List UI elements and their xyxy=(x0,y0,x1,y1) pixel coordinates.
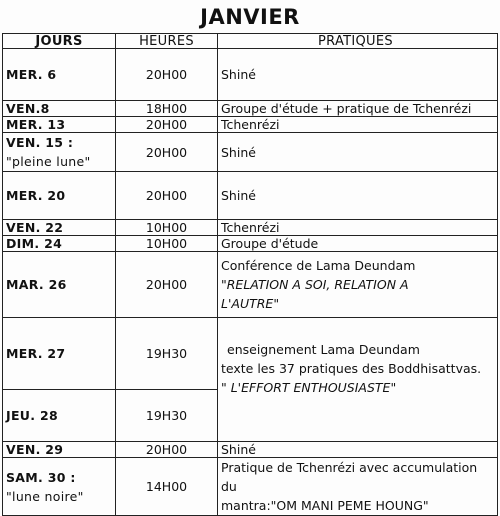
table-row xyxy=(3,117,498,133)
time-cell: 10H00 xyxy=(116,220,218,236)
table-row xyxy=(3,49,498,101)
table-row xyxy=(3,458,498,516)
practice-line: enseignement Lama Deundam xyxy=(227,342,420,357)
practice-line: Conférence de Lama Deundam xyxy=(221,258,416,273)
day-cell: MER. 13 xyxy=(3,117,116,133)
table-row xyxy=(3,318,498,390)
day-cell: MER. 6 xyxy=(3,49,116,101)
day-cell: JEU. 28 xyxy=(3,390,116,442)
practice-cell: Tchenrézi xyxy=(218,220,498,236)
header-days: JOURS xyxy=(3,34,116,49)
practice-cell xyxy=(218,318,498,442)
time-cell: 19H30 xyxy=(116,318,218,390)
table-row xyxy=(3,172,498,220)
day-cell xyxy=(3,458,116,516)
practice-cell xyxy=(218,252,498,318)
practice-cell: Groupe d'étude xyxy=(218,236,498,252)
practice-cell: Groupe d'étude + pratique de Tchenrézi xyxy=(218,101,498,117)
time-cell: 20H00 xyxy=(116,133,218,172)
practice-cell: Shiné xyxy=(218,133,498,172)
page-title: JANVIER xyxy=(200,5,300,29)
time-cell: 19H30 xyxy=(116,390,218,442)
day-cell: MER. 20 xyxy=(3,172,116,220)
table-header-row xyxy=(3,34,498,49)
time-cell: 20H00 xyxy=(116,117,218,133)
table-row xyxy=(3,252,498,318)
day-cell: MAR. 26 xyxy=(3,252,116,318)
table-row xyxy=(3,236,498,252)
practice-line: mantra:"OM MANI PEME HOUNG" xyxy=(221,498,429,513)
practice-line: texte les 37 pratiques des Boddhisattvas. xyxy=(221,361,482,376)
practice-cell: Shiné xyxy=(218,49,498,101)
day-cell: DIM. 24 xyxy=(3,236,116,252)
practice-line: " L'EFFORT ENTHOUSIASTE" xyxy=(221,380,397,395)
day-cell: MER. 27 xyxy=(3,318,116,390)
practice-cell: Shiné xyxy=(218,172,498,220)
time-cell: 20H00 xyxy=(116,252,218,318)
moon-note: "lune noire" xyxy=(6,488,84,504)
practice-cell xyxy=(218,458,498,516)
table-row xyxy=(3,101,498,117)
day-cell: VEN.8 xyxy=(3,101,116,117)
time-cell: 10H00 xyxy=(116,236,218,252)
time-cell: 20H00 xyxy=(116,172,218,220)
moon-note: "pleine lune" xyxy=(6,154,91,169)
time-cell: 20H00 xyxy=(116,49,218,101)
table-row xyxy=(3,133,498,172)
day-cell: VEN. 29 xyxy=(3,442,116,458)
time-cell: 18H00 xyxy=(116,101,218,117)
practice-line: Pratique de Tchenrézi avec accumulation du xyxy=(221,460,478,494)
table-row xyxy=(3,220,498,236)
day-label: SAM. 30 : xyxy=(6,469,76,485)
time-cell: 14H00 xyxy=(116,458,218,516)
day-cell: VEN. 22 xyxy=(3,220,116,236)
practice-line: "RELATION A SOI, RELATION A xyxy=(221,277,409,292)
schedule-table xyxy=(2,33,498,516)
time-cell: 20H00 xyxy=(116,442,218,458)
day-label: VEN. 15 : xyxy=(6,135,74,150)
practice-cell: Tchenrézi xyxy=(218,117,498,133)
table-row xyxy=(3,442,498,458)
practice-line: L'AUTRE" xyxy=(221,296,280,311)
day-cell xyxy=(3,133,116,172)
header-practices: PRATIQUES xyxy=(218,34,498,49)
practice-cell: Shiné xyxy=(218,442,498,458)
header-hours: HEURES xyxy=(116,34,218,49)
